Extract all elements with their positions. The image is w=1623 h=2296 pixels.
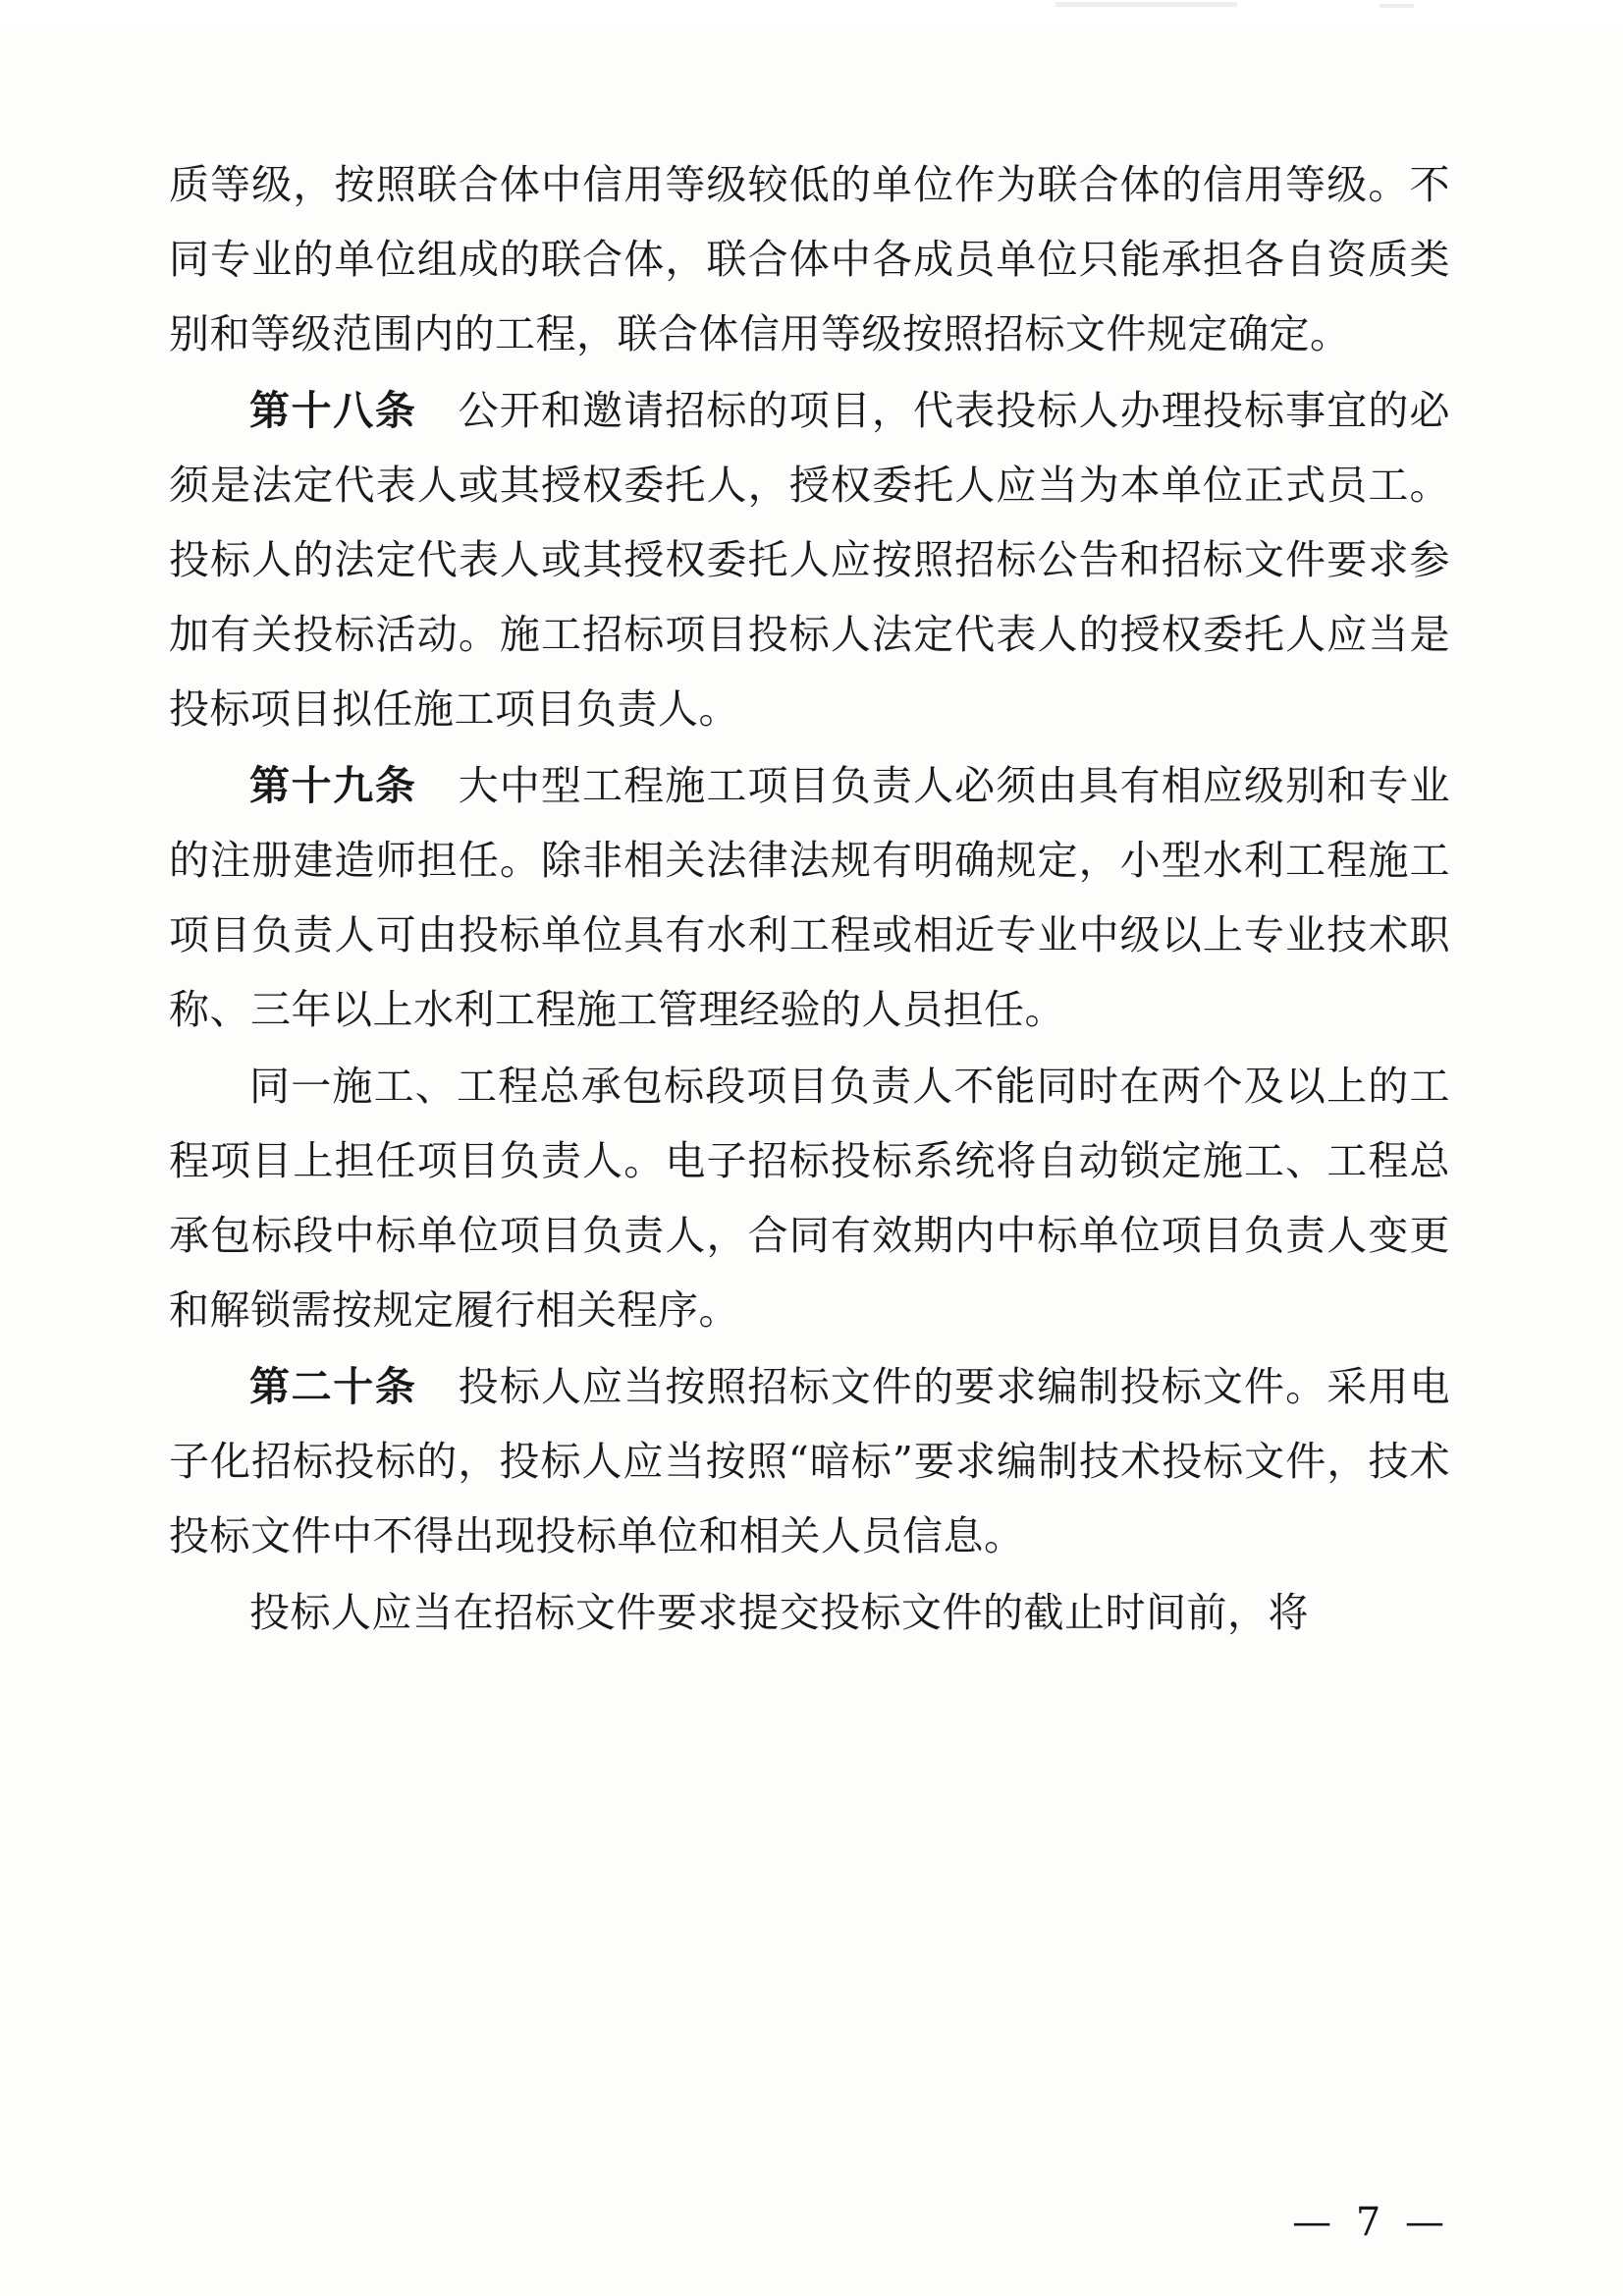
paragraph-submission-deadline (169, 1575, 1450, 1650)
paragraph-text: 同一施工、工程总承包标段项目负责人不能同时在两个及以上的工程项目上担任项目负责人。电子招标投标系统将自动锁定施工、工程总承包标段中标单位项目负责人，合同有效期内中标单位项目负责人变更和解锁需按规定履行相关程序。 (169, 1063, 1450, 1334)
article-label-19: 第十九条 (249, 762, 417, 809)
paragraph-text: 公开和邀请招标的项目，代表投标人办理投标事宜的必须是法定代表人或其授权委托人，授权委托人应当为本单位正式员工。投标人的法定代表人或其授权委托人应按照招标公告和招标文件要求参加有关投标活动。施工招标项目投标人法定代表人的授权委托人应当是投标项目拟任施工项目负责人。 (169, 387, 1450, 733)
document-body (169, 147, 1450, 2245)
scan-artifact-left (1055, 2, 1237, 7)
article-label-18: 第十八条 (249, 387, 417, 434)
paragraph-article-19 (169, 748, 1450, 1047)
paragraph-article-20 (169, 1349, 1450, 1573)
scan-edge (0, 0, 1623, 26)
paragraph-text: 投标人应当按照招标文件的要求编制投标文件。采用电子化招标投标的，投标人应当按照“暗标”要求编制技术投标文件，技术投标文件中不得出现投标单位和相关人员信息。 (169, 1363, 1450, 1559)
article-label-20: 第二十条 (249, 1363, 417, 1410)
paragraph-text: 大中型工程施工项目负责人必须由具有相应级别和专业的注册建造师担任。除非相关法律法规有明确规定，小型水利工程施工项目负责人可由投标单位具有水利工程或相近专业中级以上专业技术职称、三年以上水利工程施工管理经验的人员担任。 (169, 762, 1450, 1033)
page-number: — 7 — (1292, 2200, 1450, 2245)
paragraph-continuation (169, 147, 1450, 371)
paragraph-text: 质等级，按照联合体中信用等级较低的单位作为联合体的信用等级。不同专业的单位组成的联合体，联合体中各成员单位只能承担各自资质类别和等级范围内的工程，联合体信用等级按照招标文件规定确定。 (169, 161, 1450, 357)
scan-artifact-right (1380, 4, 1414, 8)
paragraph-article-18 (169, 373, 1450, 746)
paragraph-text: 投标人应当在招标文件要求提交投标文件的截止时间前，将 (249, 1589, 1309, 1636)
paragraph-project-manager-lock (169, 1049, 1450, 1347)
